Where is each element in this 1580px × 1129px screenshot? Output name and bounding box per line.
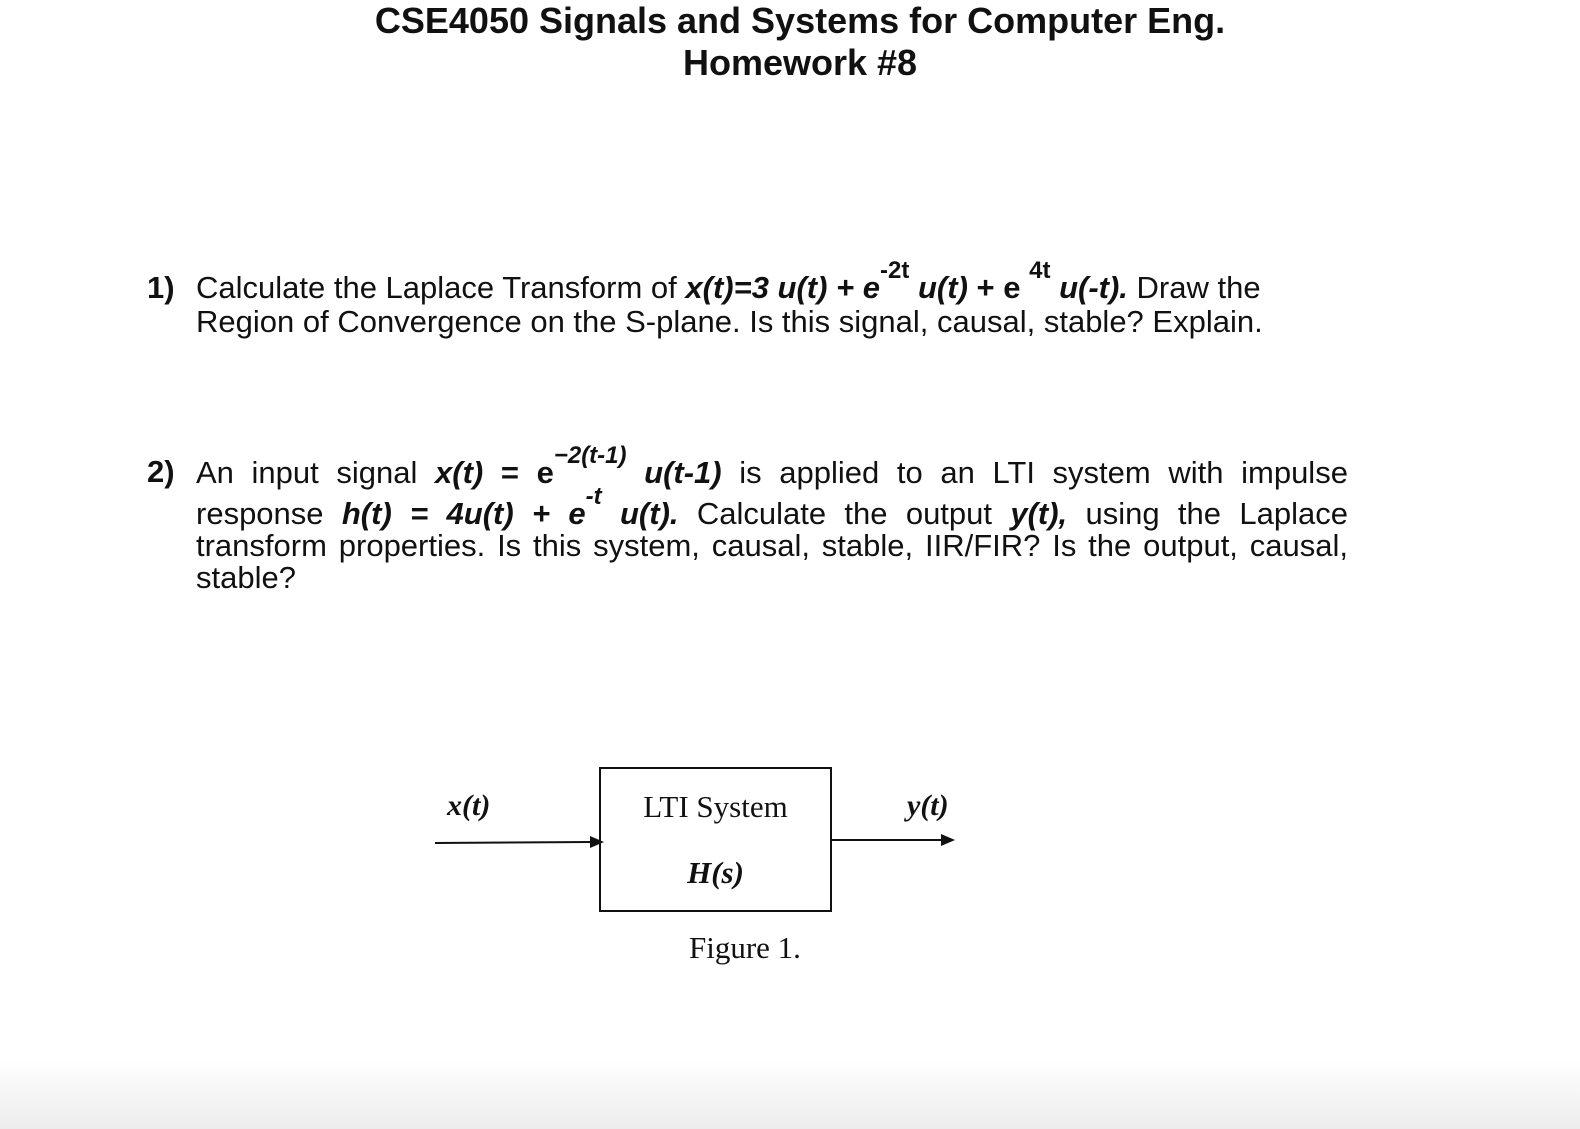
question-2-exponent-2: -t <box>585 483 602 510</box>
lti-system-title: LTI System <box>643 789 788 824</box>
figure-caption: Figure 1. <box>689 930 801 965</box>
question-1-line-2: Region of Convergence on the S-plane. Is this signal, causal, stable? Explain. <box>196 304 1263 339</box>
question-2-y-t: y(t), <box>1010 496 1068 531</box>
question-1-prefix: Calculate the Laplace Transform of <box>196 270 686 305</box>
question-1-expression-part-1: x(t)=3 u(t) + e <box>685 270 881 305</box>
question-2-line-2-middle: Calculate the output <box>696 496 993 531</box>
question-2-number: 2) <box>147 454 175 489</box>
question-2-line-2-suffix: using the Laplace <box>1085 496 1348 531</box>
transfer-function-label: H(s) <box>687 855 744 890</box>
input-arrow-line <box>435 842 592 843</box>
question-2-line-2-prefix: response <box>196 496 324 531</box>
homework-course-title: CSE4050 Signals and Systems for Computer Eng. <box>374 0 1226 41</box>
question-2-u-t: u(t). <box>619 496 679 531</box>
output-signal-label: y(t) <box>907 789 949 822</box>
question-1-number: 1) <box>147 270 175 305</box>
question-2-x-t: x(t) <box>435 455 484 490</box>
question-2-line-3: transform properties. Is this system, causal, stable, IIR/FIR? Is the output, causal, <box>196 528 1348 563</box>
question-2-line-4: stable? <box>196 560 296 595</box>
question-1-plus-e: + e <box>967 270 1021 305</box>
question-2-h-expression: = 4u(t) + e <box>410 496 586 531</box>
question-2-u-shift: u(t-1) <box>644 455 722 490</box>
question-1-exponent-1: -2t <box>880 257 910 284</box>
output-arrowhead <box>941 834 955 846</box>
question-2-equals-e: = e <box>500 455 554 490</box>
lti-system-box <box>599 767 832 912</box>
homework-number-title: Homework #8 <box>682 42 918 83</box>
question-2-line-1-prefix: An input signal <box>196 455 418 490</box>
input-signal-label: x(t) <box>447 789 491 822</box>
question-2-line-1-suffix: is applied to an LTI system with impulse <box>739 455 1348 490</box>
question-2-exponent-1: −2(t-1) <box>553 442 627 469</box>
question-1-expression-part-3: u(-t). <box>1059 270 1128 305</box>
question-1-expression-part-2: u(t) <box>918 270 968 305</box>
question-2-h-t: h(t) <box>341 496 392 531</box>
question-1-suffix: Draw the <box>1127 270 1261 305</box>
question-1-exponent-2: 4t <box>1029 257 1051 284</box>
